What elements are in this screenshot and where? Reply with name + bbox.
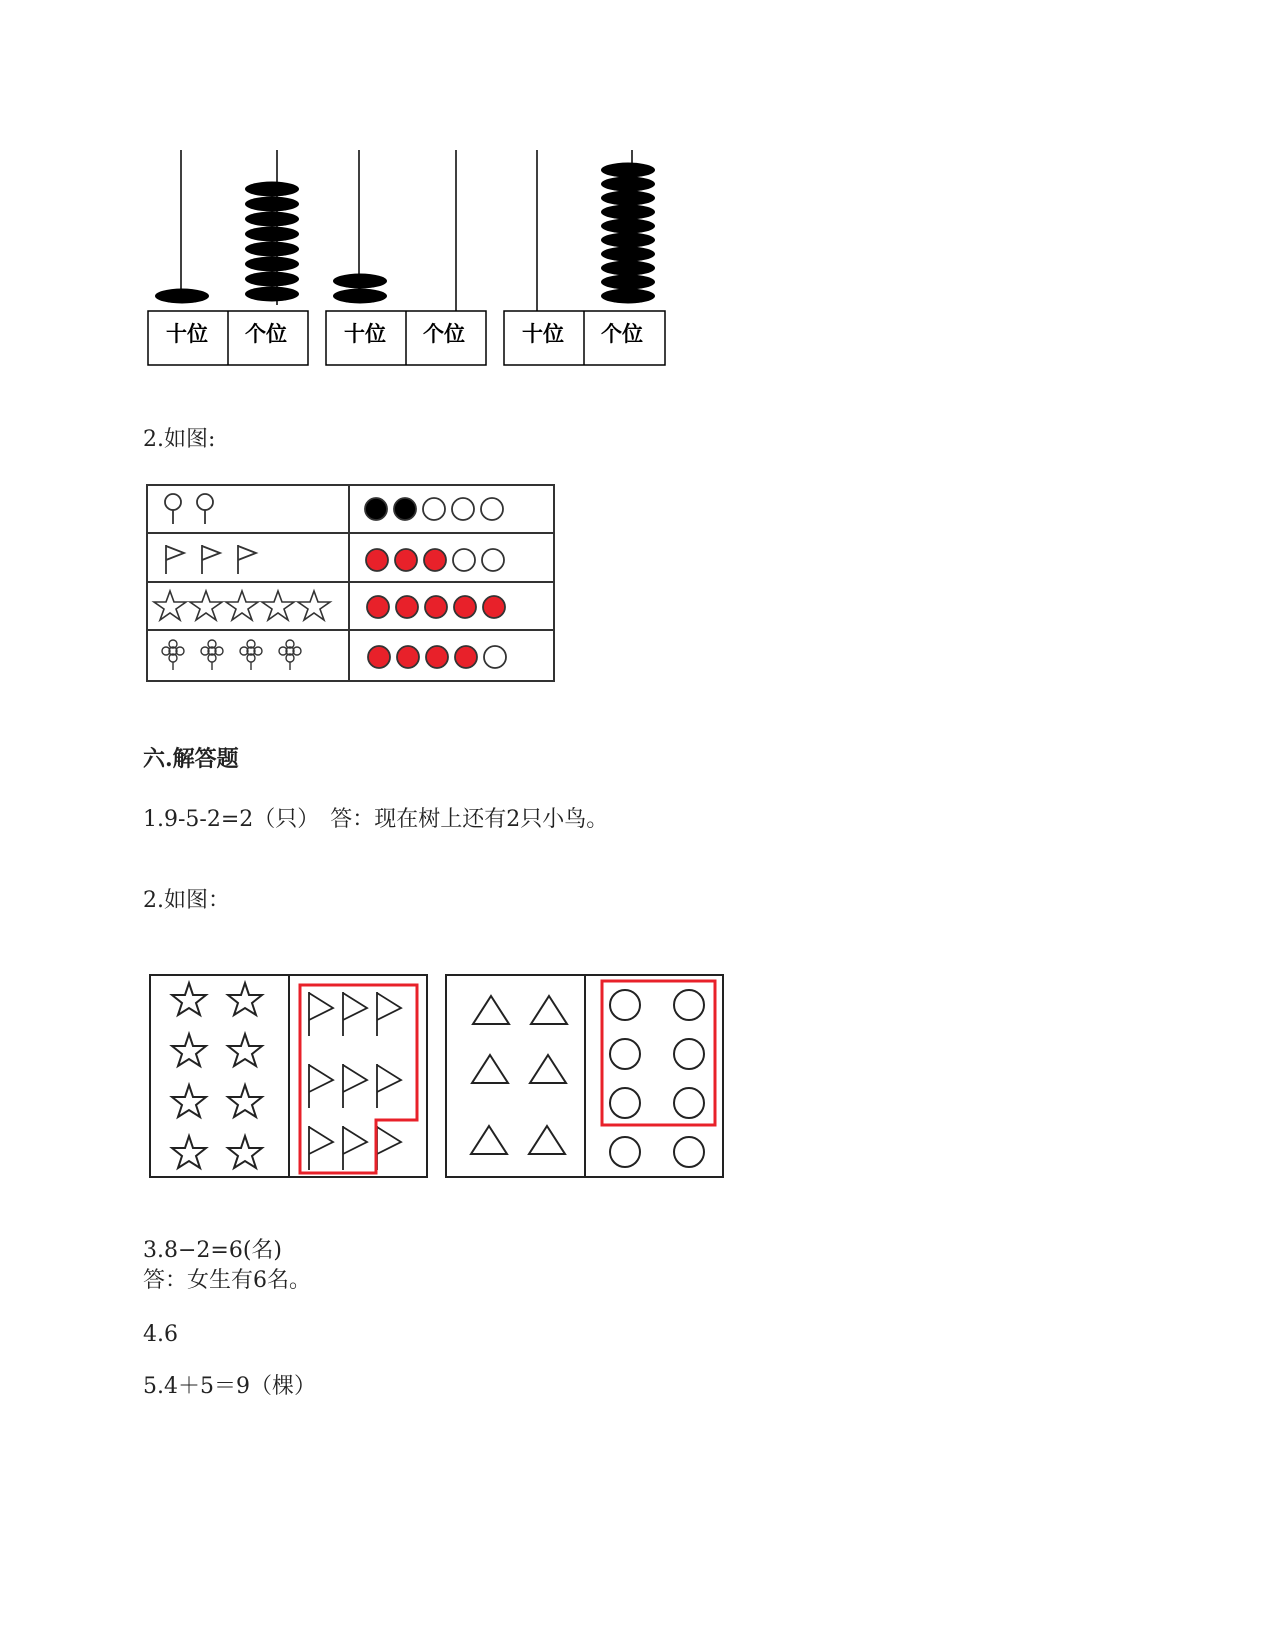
answer-5: 5.4＋5＝9（棵） — [143, 1374, 316, 1399]
circle-icon — [610, 1088, 640, 1118]
star-icon — [172, 983, 206, 1015]
tens-label: 十位 — [344, 322, 386, 346]
tens-label: 十位 — [522, 322, 564, 346]
flag-icon — [309, 992, 333, 1036]
circle-icon — [610, 1137, 640, 1167]
triangle-icon — [473, 996, 509, 1024]
ones-label: 个位 — [245, 322, 287, 346]
triangle-icon — [530, 1055, 566, 1083]
section5-item2-label: 2.如图: — [143, 427, 216, 452]
flag-icon — [343, 1064, 367, 1108]
star-icon — [228, 1136, 262, 1168]
flag-icon — [377, 1126, 401, 1170]
answer-3-line-1: 3.8−2=6(名) — [143, 1238, 283, 1263]
flag-icon — [377, 1064, 401, 1108]
tens-label: 十位 — [166, 322, 208, 346]
circle-icon — [610, 990, 640, 1020]
triangle-icon — [531, 996, 567, 1024]
highlight-outline — [602, 981, 715, 1125]
flag-icon — [309, 1126, 333, 1170]
star-icon — [172, 1085, 206, 1117]
flag-icon — [343, 992, 367, 1036]
flag-icon — [343, 1126, 367, 1170]
triangle-icon — [472, 1055, 508, 1083]
circle-icon — [674, 1137, 704, 1167]
ones-label: 个位 — [601, 322, 643, 346]
star-icon — [228, 983, 262, 1015]
triangle-icon — [471, 1126, 507, 1154]
star-icon — [172, 1034, 206, 1066]
answer-4: 4.6 — [143, 1322, 178, 1347]
answer-3-line-2: 答：女生有6名。 — [143, 1268, 311, 1293]
answer-1: 1.9-5-2=2（只） 答：现在树上还有2只小鸟。 — [143, 807, 609, 832]
star-icon — [228, 1085, 262, 1117]
circle-icon — [674, 1039, 704, 1069]
triangle-icon — [529, 1126, 565, 1154]
flag-icon — [377, 992, 401, 1036]
section6-heading: 六.解答题 — [143, 746, 239, 772]
circle-icon — [674, 1088, 704, 1118]
star-icon — [228, 1034, 262, 1066]
star-icon — [172, 1136, 206, 1168]
answer-2-label: 2.如图： — [143, 888, 230, 913]
circle-icon — [674, 990, 704, 1020]
circle-icon — [610, 1039, 640, 1069]
flag-icon — [309, 1064, 333, 1108]
ones-label: 个位 — [423, 322, 465, 346]
